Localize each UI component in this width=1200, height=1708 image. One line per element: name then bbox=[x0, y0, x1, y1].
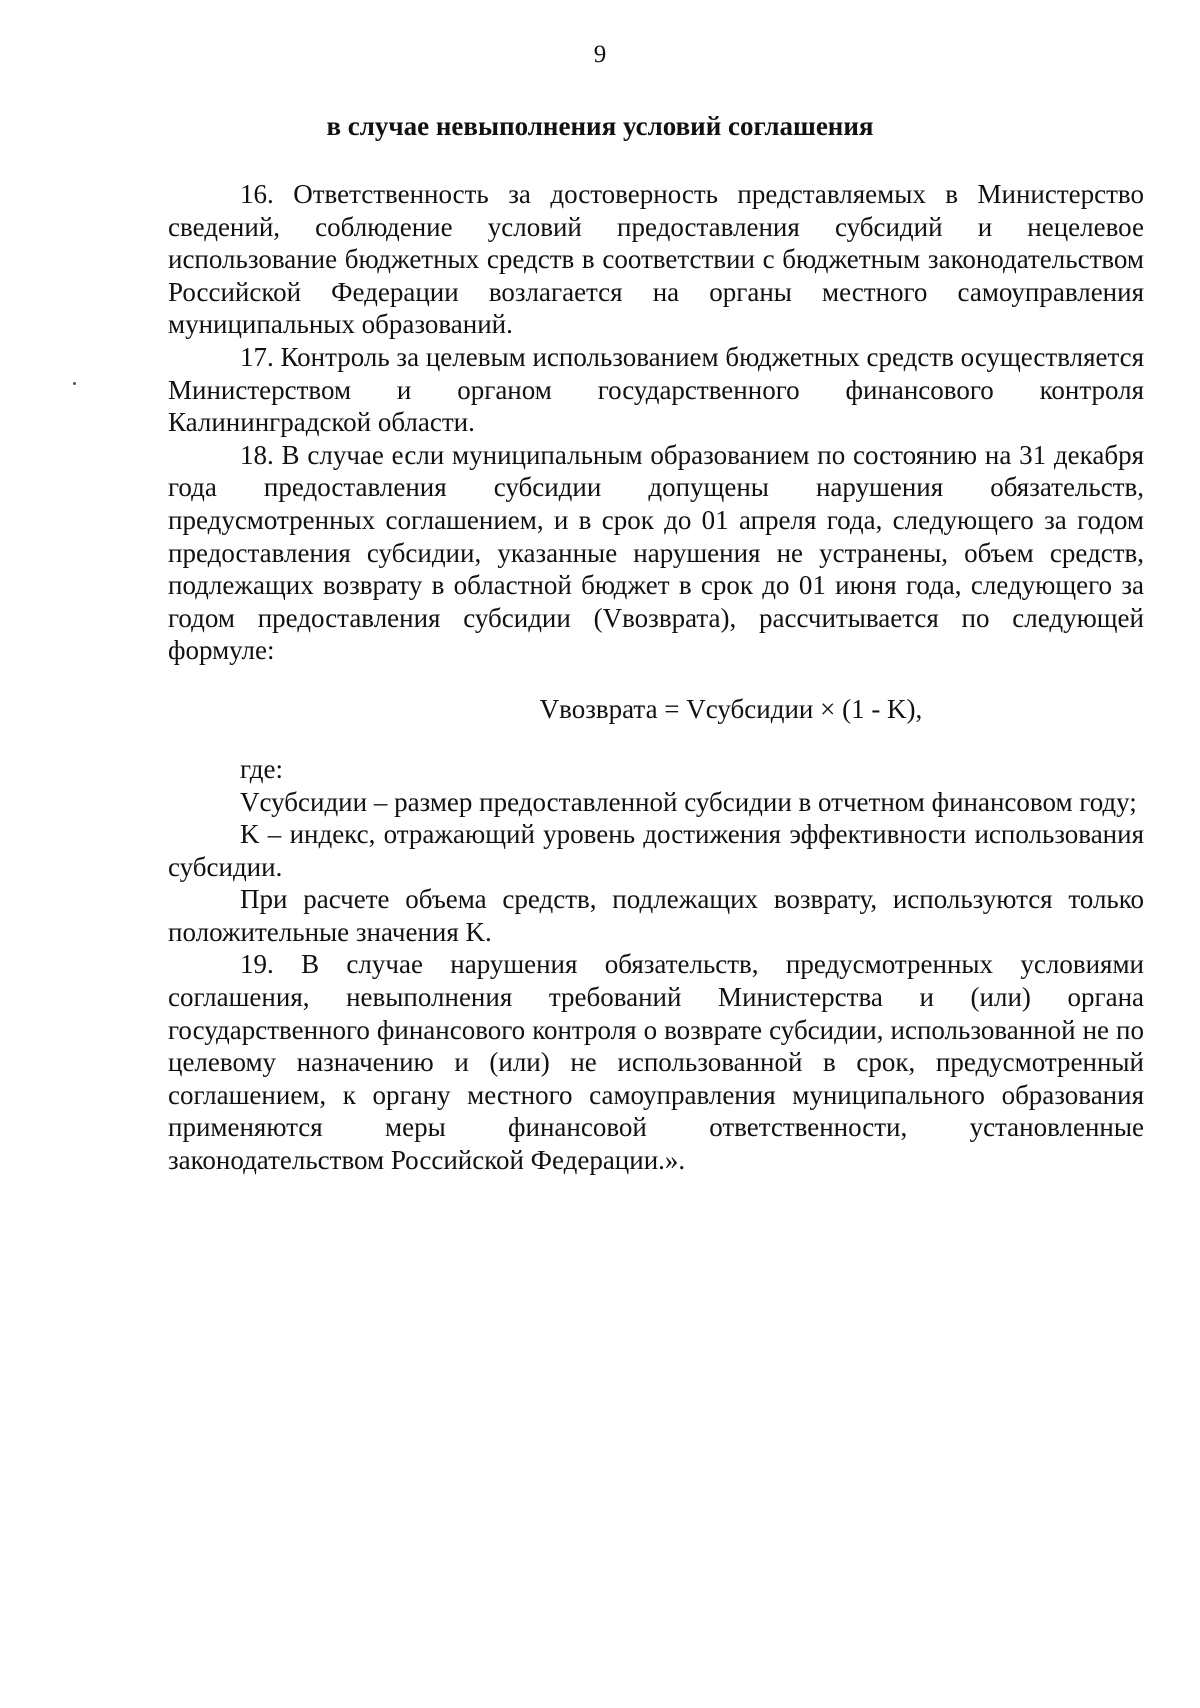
page-number: 9 bbox=[593, 41, 607, 68]
formula: Vвозврата = Vсубсидии × (1 - K), bbox=[539, 693, 923, 724]
paragraph-16: 16. Ответственность за достоверность представляемых в Министерство сведений, соблюдение условий предоставления субсидий и нецелевое использование бюджетных средств в соответствии с бюджетным законодательством Российской Федерации возлагается на органы местного самоуправления муниципальных образований. bbox=[168, 179, 1144, 340]
paragraph-17: 17. Контроль за целевым использованием бюджетных средств осуществляется Министерством и органом государственного финансового контроля Калининградской области. bbox=[168, 341, 1145, 438]
calculation-note: При расчете объема средств, подлежащих возврату, используются только положительные значения K. bbox=[168, 884, 1144, 947]
scan-speck bbox=[73, 382, 76, 385]
section-heading: в случае невыполнения условий соглашения bbox=[326, 111, 874, 141]
document-body bbox=[168, 178, 1144, 1177]
definition-k-index: K – индекс, отражающий уровень достижения эффективности использования субсидии. bbox=[168, 819, 1144, 882]
paragraph-18: 18. В случае если муниципальным образованием по состоянию на 31 декабря года предоставления субсидии допущены нарушения обязательств, предусмотренных соглашением, и в срок до 01 апреля года, следующего за годом предоставления субсидии, указанные нарушения не устранены, объем средств, подлежащих возврату в областной бюджет в срок до 01 июня года, следующего за годом предоставления субсидии (Vвозврата), рассчитывается по следующей формуле: bbox=[168, 439, 1144, 666]
where-label: где: bbox=[240, 753, 283, 784]
definition-v-subsidy: Vсубсидии – размер предоставленной субсидии в отчетном финансовом году; bbox=[240, 786, 1137, 817]
paragraph-19: 19. В случае нарушения обязательств, предусмотренных условиями соглашения, невыполнения требований Министерства и (или) органа государственного финансового контроля о возврате субсидии, использованной не по целевому назначению и (или) не использованной в срок, предусмотренный соглашением, к органу местного самоуправления муниципального образования применяются меры финансовой ответственности, установленные законодательством Российской Федерации.». bbox=[168, 949, 1144, 1176]
